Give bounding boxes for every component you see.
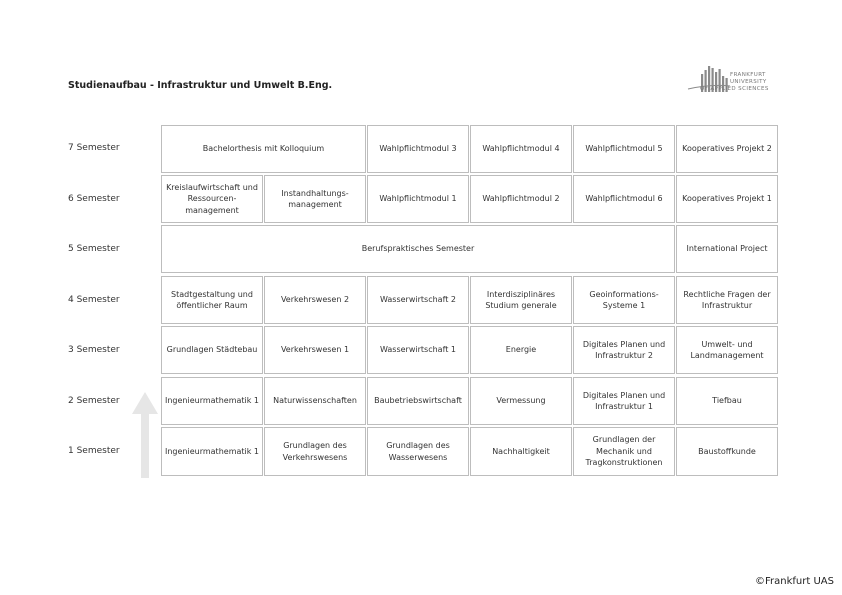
module-cell: Bachelorthesis mit Kolloquium (161, 125, 366, 173)
module-cell: Berufspraktisches Semester (161, 225, 675, 273)
module-cell: Wasserwirtschaft 1 (367, 326, 469, 374)
module-cell: Vermessung (470, 377, 572, 425)
module-cell: International Project (676, 225, 778, 273)
module-cell: Grundlagen Städtebau (161, 326, 263, 374)
semester-label-2: 2 Semester (68, 396, 120, 406)
module-cell: Naturwissenschaften (264, 377, 366, 425)
page-title: Studienaufbau - Infrastruktur und Umwelt B.Eng. (68, 80, 333, 91)
module-cell: Baubetriebswirtschaft (367, 377, 469, 425)
module-cell: Energie (470, 326, 572, 374)
module-cell: Wahlpflichtmodul 3 (367, 125, 469, 173)
module-cell: Digitales Planen und Infrastruktur 1 (573, 377, 675, 425)
module-cell: Kooperatives Projekt 1 (676, 175, 778, 223)
module-cell: Umwelt- und Landmanagement (676, 326, 778, 374)
module-cell: Grundlagen der Mechanik und Tragkonstruktionen (573, 427, 675, 476)
logo-line-2: UNIVERSITY (730, 79, 767, 85)
module-cell: Tiefbau (676, 377, 778, 425)
module-cell: Wahlpflichtmodul 6 (573, 175, 675, 223)
module-cell: Verkehrswesen 1 (264, 326, 366, 374)
semester-label-3: 3 Semester (68, 345, 120, 355)
copyright-notice: ©Frankfurt UAS (755, 576, 834, 587)
module-cell: Geoinformations-Systeme 1 (573, 276, 675, 324)
semester-label-7: 7 Semester (68, 143, 120, 153)
module-cell: Wahlpflichtmodul 2 (470, 175, 572, 223)
module-cell: Digitales Planen und Infrastruktur 2 (573, 326, 675, 374)
semester-label-1: 1 Semester (68, 446, 120, 456)
semester-label-4: 4 Semester (68, 295, 120, 305)
module-cell: Grundlagen des Wasserwesens (367, 427, 469, 476)
module-cell: Ingenieurmathematik 1 (161, 377, 263, 425)
logo-line-3: OF APPLIED SCIENCES (700, 86, 769, 92)
module-cell: Baustoffkunde (676, 427, 778, 476)
logo-line-1: FRANKFURT (730, 72, 766, 78)
module-cell: Wahlpflichtmodul 5 (573, 125, 675, 173)
module-cell: Grundlagen des Verkehrswesens (264, 427, 366, 476)
module-cell: Stadtgestaltung und öffentlicher Raum (161, 276, 263, 324)
module-cell: Nachhaltigkeit (470, 427, 572, 476)
module-cell: Interdisziplinäres Studium generale (470, 276, 572, 324)
module-cell: Instandhaltungs-management (264, 175, 366, 223)
module-cell: Rechtliche Fragen der Infrastruktur (676, 276, 778, 324)
module-cell: Kooperatives Projekt 2 (676, 125, 778, 173)
module-cell: Wasserwirtschaft 2 (367, 276, 469, 324)
semester-label-6: 6 Semester (68, 194, 120, 204)
module-cell: Ingenieurmathematik 1 (161, 427, 263, 476)
module-cell: Wahlpflichtmodul 4 (470, 125, 572, 173)
module-cell: Verkehrswesen 2 (264, 276, 366, 324)
module-cell: Wahlpflichtmodul 1 (367, 175, 469, 223)
module-cell: Kreislaufwirtschaft und Ressourcen-management (161, 175, 263, 223)
logo-text (700, 72, 769, 93)
semester-label-5: 5 Semester (68, 244, 120, 254)
up-arrow-icon (132, 392, 158, 478)
